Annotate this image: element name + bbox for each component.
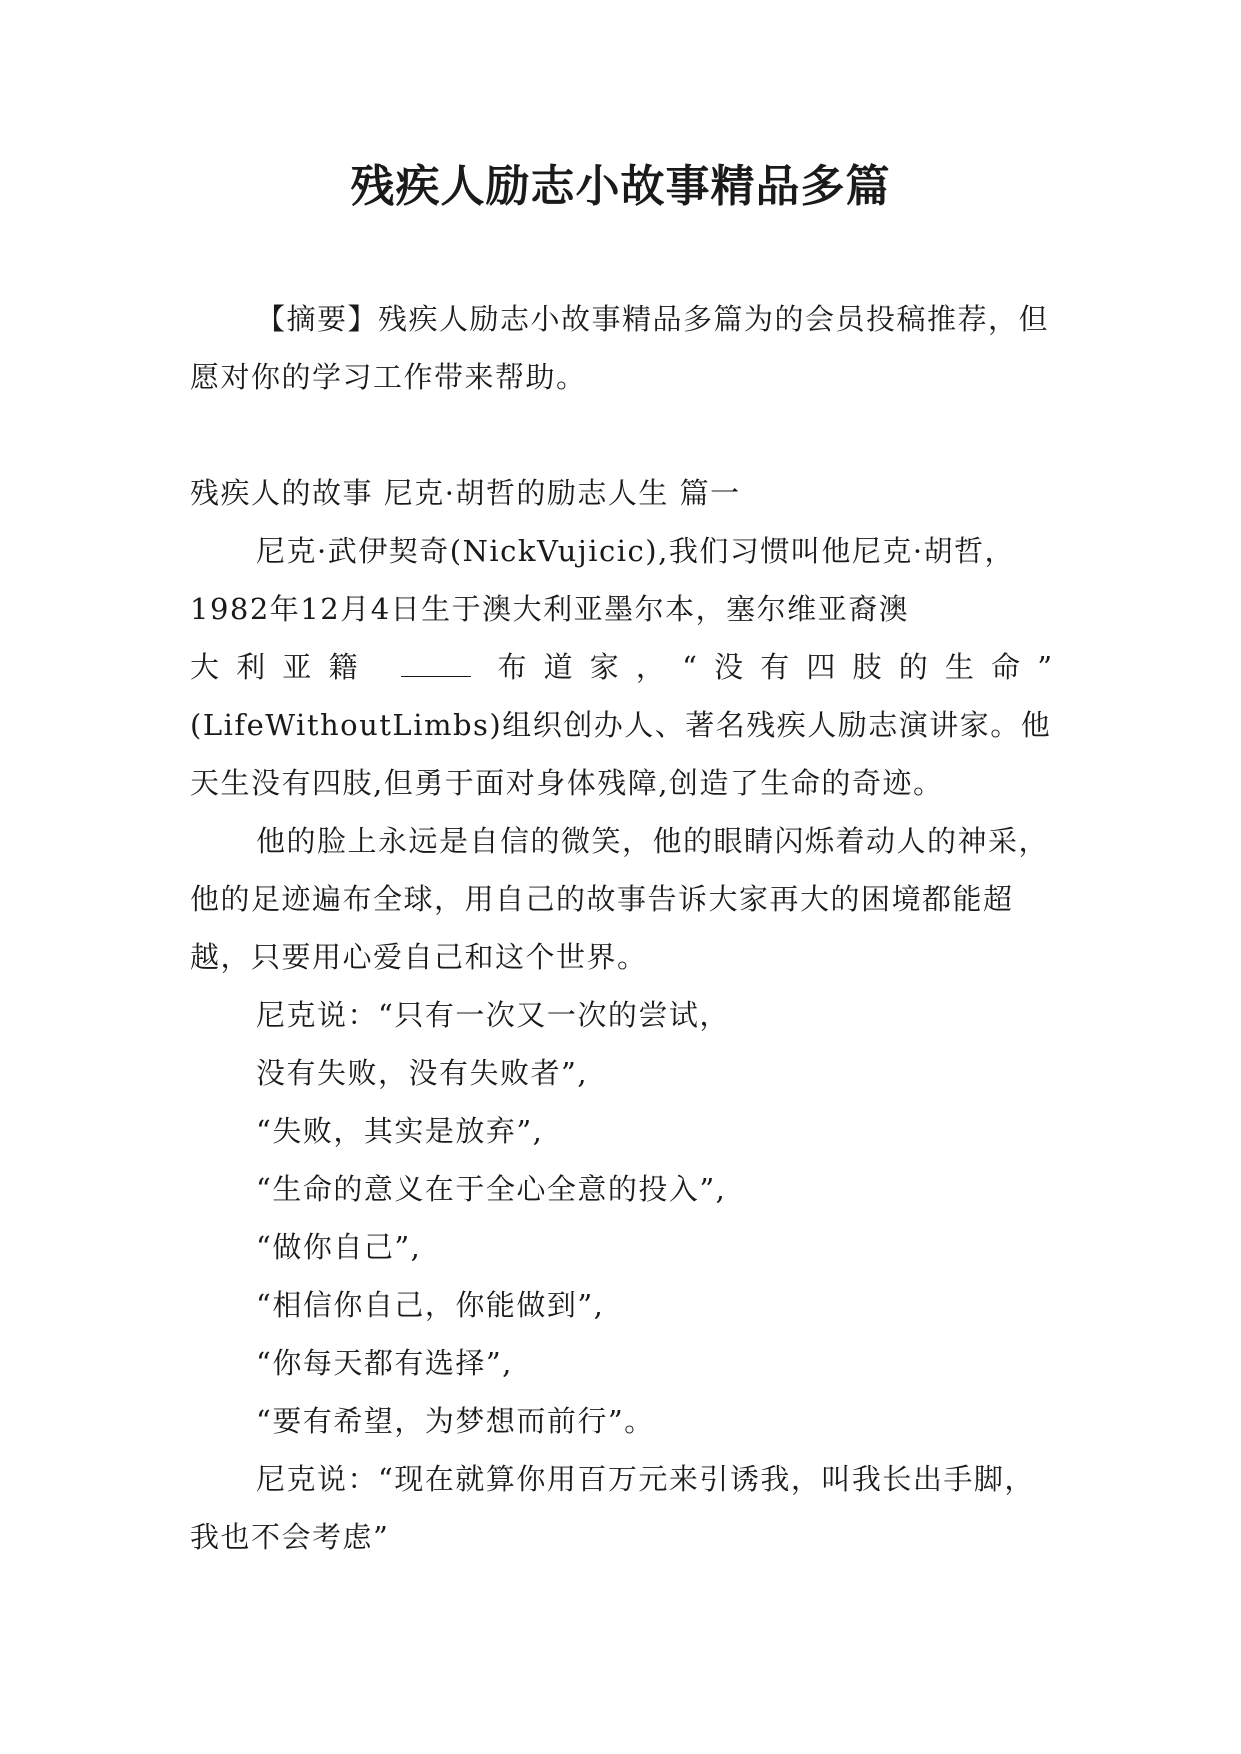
section-heading: 残疾人的故事 尼克·胡哲的励志人生 篇一 (190, 476, 741, 510)
paragraph-intro-spread-line (190, 638, 1052, 696)
paragraph-intro-line1: 尼克·武伊契奇(NickVujicic),我们习惯叫他尼克·胡哲，1982年12月4日生于澳大利亚墨尔本，塞尔维亚裔澳 (190, 534, 1016, 626)
quote-line: “做你自己”, (256, 1230, 422, 1264)
quote-line: “生命的意义在于全心全意的投入”, (256, 1172, 727, 1206)
paragraph-smile: 他的脸上永远是自信的微笑，他的眼睛闪烁着动人的神采，他的足迹遍布全球，用自己的故事告诉大家再大的困境都能超越，只要用心爱自己和这个世界。 (190, 824, 1050, 974)
quote-line: “相信你自己，你能做到”, (256, 1288, 605, 1322)
quote-line: “你每天都有选择”, (256, 1346, 513, 1380)
paragraph-intro-line3: (LifeWithoutLimbs)组织创办人、著名残疾人励志演讲家。他天生没有四肢,但勇于面对身体残障,创造了生命的奇迹。 (190, 708, 1052, 800)
spread-text-after-blank: 布道家，“没有四肢的生命” (497, 650, 1053, 684)
abstract-paragraph: 【摘要】残疾人励志小故事精品多篇为的会员投稿推荐，但愿对你的学习工作带来帮助。 (190, 302, 1050, 394)
paragraph-last: 尼克说：“现在就算你用百万元来引诱我，叫我长出手脚，我也不会考虑” (190, 1462, 1035, 1554)
document-title: 残疾人励志小故事精品多篇 (350, 161, 891, 212)
quote-line: “要有希望，为梦想而前行”。 (256, 1404, 655, 1438)
document-body (190, 290, 1052, 1566)
blank-underline (401, 652, 471, 677)
quote-line: 没有失败，没有失败者”, (256, 1056, 589, 1090)
spread-text-before-blank: 大利亚籍 (190, 650, 375, 684)
quote-line: 尼克说：“只有一次又一次的尝试， (256, 998, 730, 1032)
quote-line: “失败，其实是放弃”, (256, 1114, 544, 1148)
